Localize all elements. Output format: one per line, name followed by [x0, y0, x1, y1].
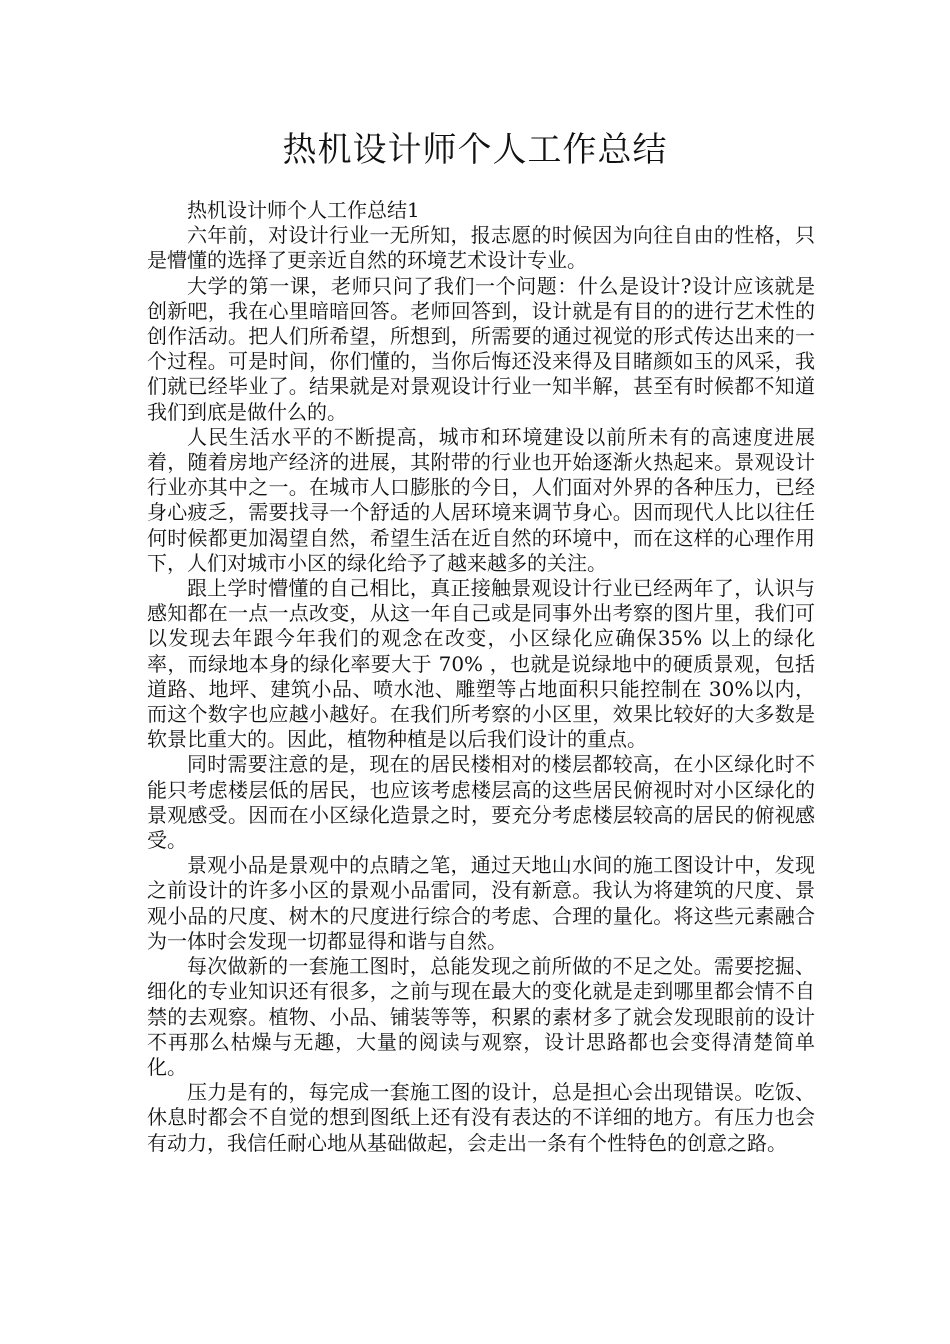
paragraph-6: 景观小品是景观中的点睛之笔，通过天地山水间的施工图设计中，发现之前设计的许多小区的景观小品雷同，没有新意。我认为将建筑的尺度、景观小品的尺度、树木的尺度进行综合的考虑、合理的量化。将这些元素融合为一体时会发现一切都显得和谐与自然。: [147, 853, 815, 953]
paragraph-2: 大学的第一课，老师只问了我们一个问题：什么是设计?设计应该就是创新吧，我在心里暗暗回答。老师回答到，设计就是有目的的进行艺术性的创作活动。把人们所希望，所想到，所需要的通过视觉的形式传达出来的一个过程。可是时间，你们懂的，当你后悔还没来得及目睹颜如玉的风采，我们就已经毕业了。结果就是对景观设计行业一知半解，甚至有时候都不知道我们到底是做什么的。: [147, 273, 815, 424]
paragraph-4: 跟上学时懵懂的自己相比，真正接触景观设计行业已经两年了，认识与感知都在一点一点改变，从这一年自己或是同事外出考察的图片里，我们可以发现去年跟今年我们的观念在改变，小区绿化应确保35% 以上的绿化率，而绿地本身的绿化率要大于 70% ，也就是说绿地中的硬质景观，包括道路、地坪、建筑小品、喷水池、雕塑等占地面积只能控制在 30%以内，而这个数字也应越小越好。在我们所考察的小区里，效果比较好的大多数是软景比重大的。因此，植物种植是以后我们设计的重点。: [147, 576, 815, 752]
document-body: [147, 198, 815, 1156]
paragraph-1: 六年前，对设计行业一无所知，报志愿的时候因为向往自由的性格，只是懵懂的选择了更亲近自然的环境艺术设计专业。: [147, 223, 815, 273]
paragraph-3: 人民生活水平的不断提高，城市和环境建设以前所未有的高速度进展着，随着房地产经济的进展，其附带的行业也开始逐渐火热起来。景观设计行业亦其中之一。在城市人口膨胀的今日，人们面对外界的各种压力，已经身心疲乏，需要找寻一个舒适的人居环境来调节身心。因而现代人比以往任何时候都更加渴望自然，希望生活在近自然的环境中，而在这样的心理作用下，人们对城市小区的绿化给予了越来越多的关注。: [147, 424, 815, 575]
paragraph-8: 压力是有的，每完成一套施工图的设计，总是担心会出现错误。吃饭、休息时都会不自觉的想到图纸上还有没有表达的不详细的地方。有压力也会有动力，我信任耐心地从基础做起，会走出一条有个性特色的创意之路。: [147, 1080, 815, 1155]
section-heading: 热机设计师个人工作总结1: [187, 198, 420, 222]
page-title: 热机设计师个人工作总结: [282, 130, 668, 170]
paragraph-5: 同时需要注意的是，现在的居民楼相对的楼层都较高，在小区绿化时不能只考虑楼层低的居民，也应该考虑楼层高的这些居民俯视时对小区绿化的景观感受。因而在小区绿化造景之时，要充分考虑楼层较高的居民的俯视感受。: [147, 752, 815, 853]
paragraph-7: 每次做新的一套施工图时，总能发现之前所做的不足之处。需要挖掘、细化的专业知识还有很多，之前与现在最大的变化就是走到哪里都会情不自禁的去观察。植物、小品、铺装等等，积累的素材多了就会发现眼前的设计不再那么枯燥与无趣，大量的阅读与观察，设计思路都也会变得清楚简单化。: [147, 954, 815, 1079]
